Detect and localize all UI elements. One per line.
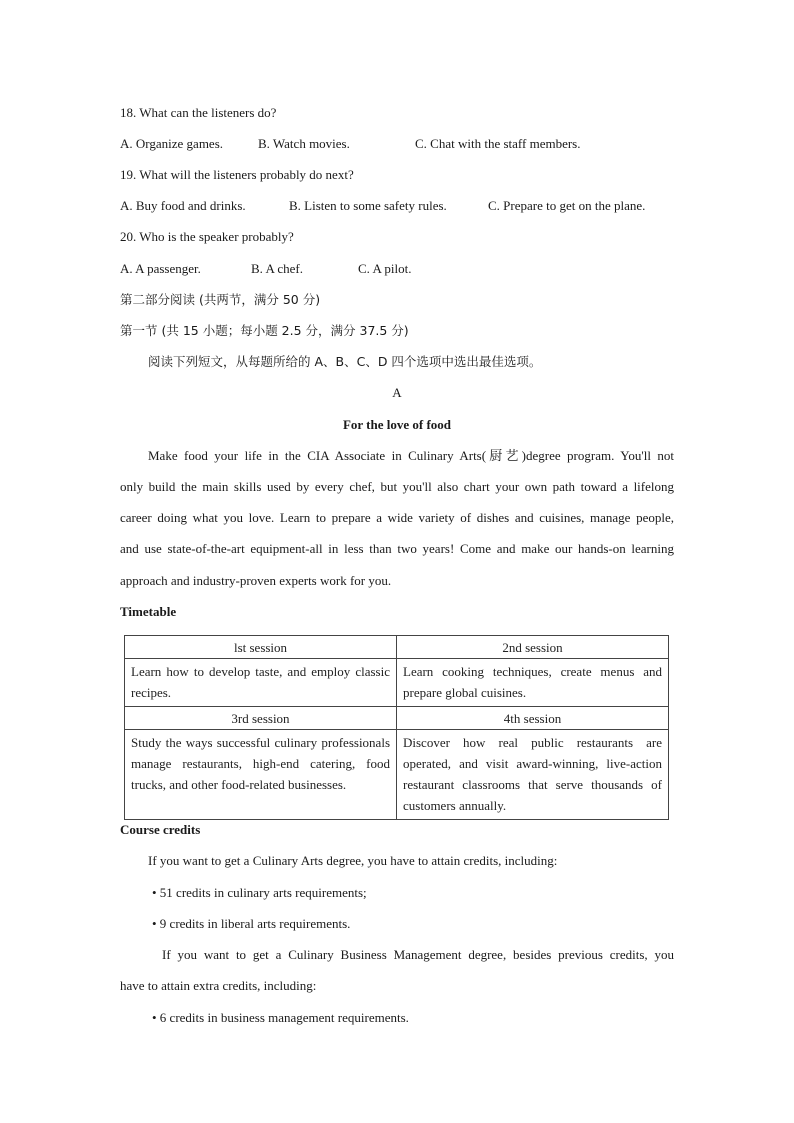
subsection-title: 第一节 (共 15 小题；每小题 2.5 分，满分 37.5 分) <box>120 323 409 338</box>
question-19-stem: 19. What will the listeners probably do next? <box>120 167 354 182</box>
session-4-header: 4th session <box>397 707 669 730</box>
instruction: 阅读下列短文，从每题所给的 A、B、C、D 四个选项中选出最佳选项。 <box>148 354 542 369</box>
question-20-stem: 20. Who is the speaker probably? <box>120 229 294 244</box>
intro-line-5: approach and industry-proven experts work for you. <box>120 573 392 588</box>
credits-item-liberal: • 9 credits in liberal arts requirements. <box>152 916 351 931</box>
business-line-2: have to attain extra credits, including: <box>120 978 317 993</box>
credits-item-business: • 6 credits in business management requirements. <box>152 1010 409 1025</box>
question-18-option-c: C. Chat with the staff members. <box>415 136 581 151</box>
question-18-stem: 18. What can the listeners do? <box>120 105 277 120</box>
session-1-description: Learn how to develop taste, and employ classic recipes. <box>125 659 397 707</box>
question-20-option-a: A. A passenger. <box>120 261 201 276</box>
question-19-option-c: C. Prepare to get on the plane. <box>488 198 646 213</box>
session-3-description: Study the ways successful culinary professionals manage restaurants, high-end catering, food trucks, and other food-related businesses. <box>125 730 397 820</box>
session-2-description: Learn cooking techniques, create menus and prepare global cuisines. <box>397 659 669 707</box>
timetable <box>124 635 669 820</box>
passage-title: For the love of food <box>342 417 452 432</box>
session-1-header: lst session <box>125 636 397 659</box>
business-line-1: If you want to get a Culinary Business Management degree, besides previous credits, you <box>162 947 674 962</box>
session-2-header: 2nd session <box>397 636 669 659</box>
question-18-option-a: A. Organize games. <box>120 136 224 151</box>
part-title: 第二部分阅读 (共两节，满分 50 分) <box>120 292 321 307</box>
question-19-option-a: A. Buy food and drinks. <box>120 198 246 213</box>
question-20-option-b: B. A chef. <box>251 261 303 276</box>
credits-item-culinary: • 51 credits in culinary arts requirements; <box>152 885 367 900</box>
question-18-option-b: B. Watch movies. <box>258 136 350 151</box>
timetable-heading: Timetable <box>120 604 177 619</box>
passage-letter: A <box>392 385 402 400</box>
credits-intro: If you want to get a Culinary Arts degree, you have to attain credits, including: <box>148 853 558 868</box>
intro-line-3: career doing what you love. Learn to prepare a wide variety of dishes and cuisines, manage people, <box>120 510 674 525</box>
session-4-description: Discover how real public restaurants are operated, and visit award-winning, live-action restaurant classrooms that serve thousands of customers annually. <box>397 730 669 820</box>
intro-line-1: Make food your life in the CIA Associate in Culinary Arts(厨艺)degree program. You'll not <box>148 448 674 463</box>
question-19-option-b: B. Listen to some safety rules. <box>289 198 447 213</box>
question-20-option-c: C. A pilot. <box>358 261 412 276</box>
session-3-header: 3rd session <box>125 707 397 730</box>
intro-line-2: only build the main skills used by every chef, but you'll also chart your own path toward a lifelong <box>120 479 674 494</box>
credits-heading: Course credits <box>120 822 201 837</box>
intro-line-4: and use state-of-the-art equipment-all in less than two years! Come and make our hands-on learning <box>120 541 674 556</box>
